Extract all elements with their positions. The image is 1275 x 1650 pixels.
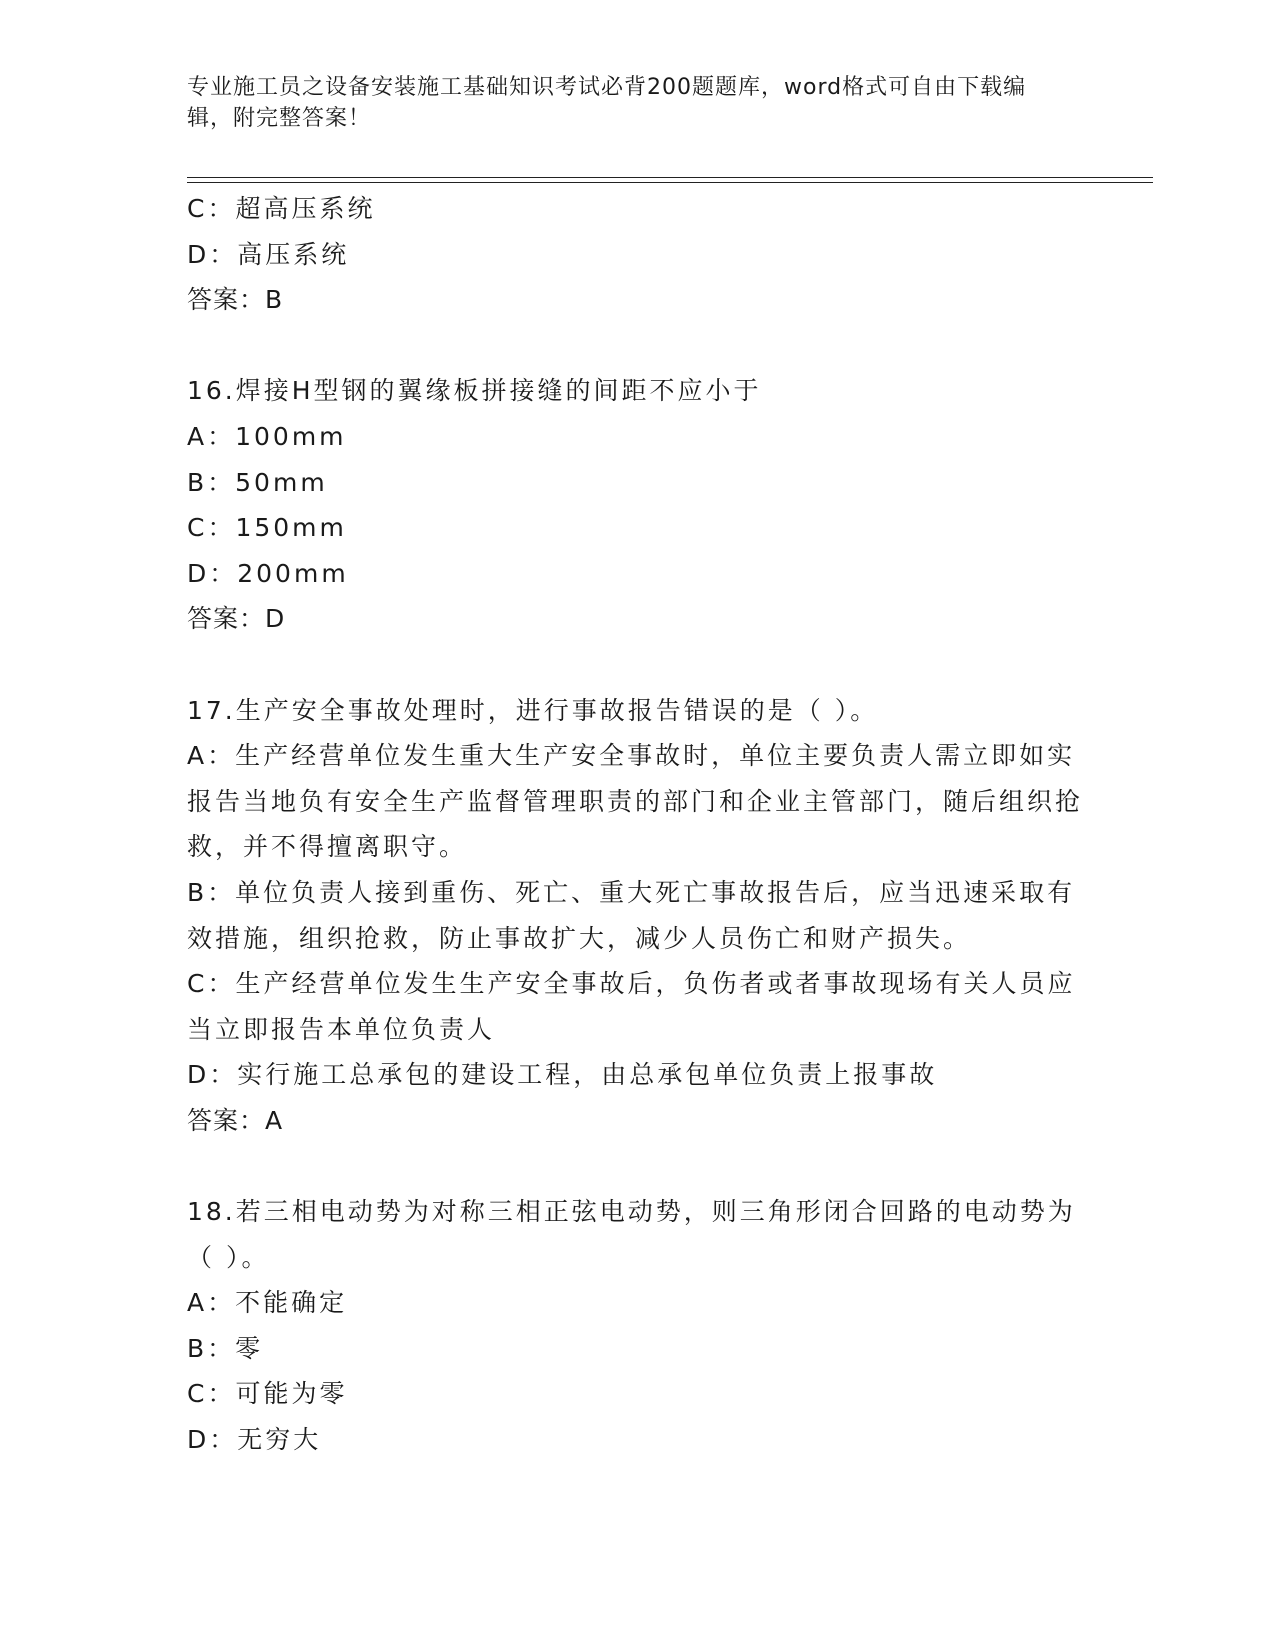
answer-label: 答案：B	[187, 285, 284, 315]
option-b: B：零	[187, 1333, 264, 1363]
spacer	[187, 642, 1087, 688]
option-b: B：单位负责人接到重伤、死亡、重大死亡事故报告后，应当迅速采取有效措施，组织抢救，防止事故扩大，减少人员伤亡和财产损失。	[187, 877, 1076, 953]
option-d: D：实行施工总承包的建设工程，由总承包单位负责上报事故	[187, 1060, 938, 1090]
option-c: C：150mm	[187, 513, 347, 543]
option-d: D：高压系统	[187, 239, 350, 269]
header-rule-bottom	[187, 182, 1153, 183]
answer-label: 答案：D	[187, 604, 286, 634]
spacer	[187, 1143, 1087, 1189]
option-c: C：超高压系统	[187, 194, 376, 223]
option-d: D：200mm	[187, 558, 349, 588]
option-c: C：生产经营单位发生生产安全事故后，负伤者或者事故现场有关人员应当立即报告本单位负责人	[187, 969, 1076, 1044]
option-a: A：100mm	[187, 421, 347, 451]
question-list	[187, 186, 1087, 1463]
question-18	[187, 1189, 1087, 1463]
question-17	[187, 688, 1087, 1144]
header-rule-top	[187, 177, 1153, 178]
option-a: A：生产经营单位发生重大生产安全事故时，单位主要负责人需立即如实报告当地负有安全生产监督管理职责的部门和企业主管部门，随后组织抢救，并不得擅离职守。	[187, 741, 1084, 862]
question-15-tail	[187, 186, 1087, 323]
answer-label: 答案：A	[187, 1105, 284, 1135]
header-title: 专业施工员之设备安装施工基础知识考试必背200题题库，word格式可自由下载编辑，附完整答案！	[187, 75, 1027, 131]
document-header	[187, 72, 1067, 134]
question-stem: 16.焊接H型钢的翼缘板拼接缝的间距不应小于	[187, 376, 762, 406]
option-a: A：不能确定	[187, 1288, 348, 1318]
question-16	[187, 368, 1087, 642]
option-b: B：50mm	[187, 467, 328, 497]
option-d: D：无穷大	[187, 1425, 322, 1455]
question-stem: 18.若三相电动势为对称三相正弦电动势，则三角形闭合回路的电动势为（ ）。	[187, 1197, 1076, 1272]
option-c: C：可能为零	[187, 1379, 348, 1409]
spacer	[187, 323, 1087, 369]
question-stem: 17.生产安全事故处理时，进行事故报告错误的是（ ）。	[187, 695, 879, 725]
